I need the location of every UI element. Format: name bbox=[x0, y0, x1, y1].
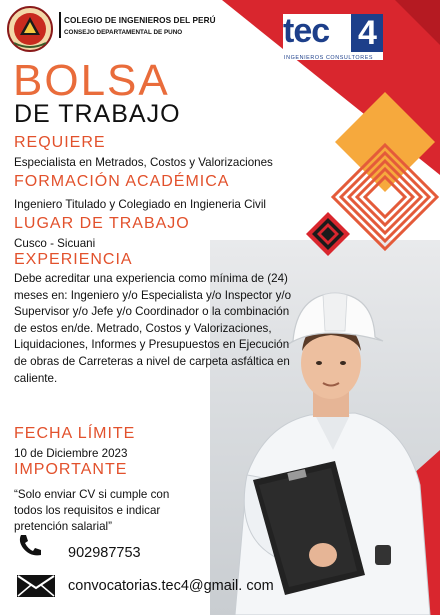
brand-logo bbox=[283, 12, 376, 52]
importante-text: “Solo enviar CV si cumple con todos los requisitos e indicar pretención salarial” bbox=[14, 488, 170, 533]
envelope-icon bbox=[16, 574, 56, 598]
formacion-heading: FORMACIÓN ACADÉMICA bbox=[14, 173, 230, 190]
importante-heading: IMPORTANTE bbox=[14, 461, 128, 478]
fecha-heading: FECHA LÍMITE bbox=[14, 425, 136, 442]
brand-tagline: INGENIEROS CONSULTORES bbox=[284, 55, 374, 61]
institution-name: COLEGIO DE INGENIEROS DEL PERÚ bbox=[64, 16, 216, 25]
experiencia-heading: EXPERIENCIA bbox=[14, 251, 133, 268]
requiere-text: Especialista en Metrados, Costos y Valorizaciones bbox=[14, 156, 273, 169]
fecha-text: 10 de Diciembre 2023 bbox=[14, 447, 128, 460]
email-address[interactable]: convocatorias.tec4@gmail. com bbox=[68, 578, 274, 594]
main-title: BOLSA bbox=[13, 56, 170, 105]
header-divider bbox=[59, 12, 61, 38]
requiere-heading: REQUIERE bbox=[14, 134, 106, 151]
experiencia-text: Debe acreditar una experiencia como mínima de (24) meses en: Ingeniero y/o Especialista y/o Inspector y/o Supervisor y/o Jefe y/o Coordinador o la combinación de estos en/de. Metrado, Costos y Valorizaciones, Liquidaciones, Informes y Presupuestos en Ejecución de obras de Carreteras a nivel de carpeta asfáltica en caliente. bbox=[14, 272, 292, 385]
brand-logo-digit: 4 bbox=[351, 14, 383, 52]
cip-seal-logo bbox=[6, 5, 54, 53]
lugar-text: Cusco - Sicuani bbox=[14, 237, 96, 250]
phone-icon bbox=[16, 533, 42, 557]
phone-number[interactable]: 902987753 bbox=[68, 545, 141, 561]
formacion-text: Ingeniero Titulado y Colegiado en Ingieneria Civil bbox=[14, 198, 266, 211]
institution-subname: CONSEJO DEPARTAMENTAL DE PUNO bbox=[64, 29, 183, 36]
lugar-heading: LUGAR DE TRABAJO bbox=[14, 215, 190, 232]
brand-logo-text: tec bbox=[283, 12, 330, 50]
main-subtitle: DE TRABAJO bbox=[14, 100, 181, 128]
dark-diamond bbox=[306, 212, 350, 256]
